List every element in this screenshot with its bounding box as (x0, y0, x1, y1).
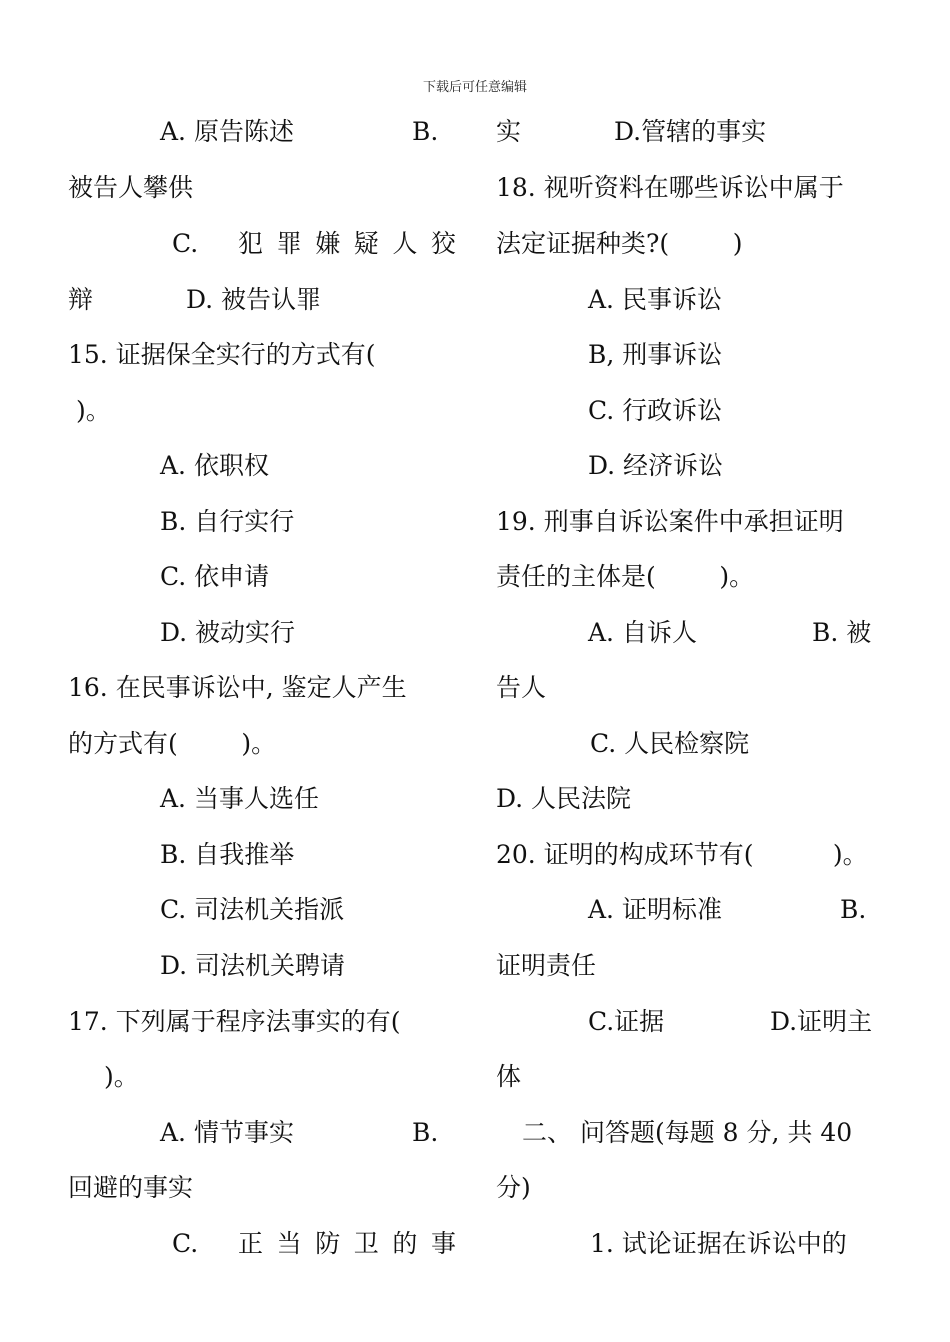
q17-stem-line1: 17. 下列属于程序法事实的有( (68, 1007, 401, 1036)
section2-heading-line2: 分) (496, 1173, 531, 1202)
q17-option-c-char: 正 (238, 1229, 264, 1258)
q19-stem-line2: 责任的主体是( )。 (496, 562, 755, 591)
q16-option-b: B. 自我推举 (160, 840, 295, 869)
q17-option-c-label: C. (172, 1229, 199, 1258)
q19-stem-line1: 19. 刑事自诉讼案件中承担证明 (496, 507, 844, 536)
q17-option-c-char: 的 (392, 1229, 418, 1258)
q17-option-c-char: 事 (430, 1229, 456, 1258)
q16-stem-line2: 的方式有( )。 (68, 729, 277, 758)
q16-option-a: A. 当事人选任 (160, 784, 319, 813)
q17-option-d: D.管辖的事实 (614, 117, 767, 146)
q17-option-c-char: 卫 (353, 1229, 379, 1258)
q18-option-a: A. 民事诉讼 (588, 285, 722, 314)
q18-option-d: D. 经济诉讼 (588, 451, 724, 480)
q14-option-b-label: B. (412, 117, 439, 146)
q15-option-c: C. 依申请 (160, 562, 270, 591)
q17-stem-line2: )。 (104, 1062, 139, 1091)
q14-option-d: D. 被告认罪 (186, 285, 322, 314)
q19-option-c: C. 人民检察院 (590, 729, 750, 758)
q19-option-a: A. 自诉人 (588, 618, 697, 647)
q15-stem-line2: )。 (76, 396, 111, 425)
q17-option-c-char: 当 (276, 1229, 302, 1258)
q20-option-c: C.证据 (588, 1007, 665, 1036)
q15-option-a: A. 依职权 (160, 451, 269, 480)
q18-option-b: B, 刑事诉讼 (588, 340, 723, 369)
qa1-stem: 1. 试论证据在诉讼中的 (590, 1229, 847, 1258)
q20-option-b-end: 证明责任 (496, 951, 597, 980)
q15-option-b: B. 自行实行 (160, 507, 295, 536)
q18-stem-line1: 18. 视听资料在哪些诉讼中属于 (496, 173, 844, 202)
q20-option-a: A. 证明标准 (588, 895, 722, 924)
q17-option-b-label: B. (412, 1118, 439, 1147)
q17-option-a: A. 情节事实 (160, 1118, 294, 1147)
q17-option-c-end: 实 (496, 117, 522, 146)
q16-stem-line1: 16. 在民事诉讼中, 鉴定人产生 (68, 673, 407, 702)
q20-option-d: D.证明主 (770, 1007, 873, 1036)
q19-option-b-end: 告人 (496, 673, 547, 702)
q15-stem-line1: 15. 证据保全实行的方式有( (68, 340, 376, 369)
q14-option-c-char: 罪 (276, 229, 302, 258)
section2-heading-line1: 二、 问答题(每题 8 分, 共 40 (522, 1118, 853, 1147)
q15-option-d: D. 被动实行 (160, 618, 296, 647)
q19-option-d: D. 人民法院 (496, 784, 632, 813)
q18-option-c: C. 行政诉讼 (588, 396, 723, 425)
q16-option-d: D. 司法机关聘请 (160, 951, 346, 980)
q14-option-a: A. 原告陈述 (160, 117, 294, 146)
q17-option-c-char: 防 (315, 1229, 341, 1258)
q20-stem: 20. 证明的构成环节有( )。 (496, 840, 868, 869)
q14-option-b-text: 被告人攀供 (68, 173, 194, 202)
q16-option-c: C. 司法机关指派 (160, 895, 345, 924)
q14-option-c-char: 犯 (238, 229, 264, 258)
q17-option-b-text: 回避的事实 (68, 1173, 194, 1202)
q14-option-c-char: 疑 (353, 229, 379, 258)
q14-option-c-text (238, 228, 456, 260)
q18-stem-line2: 法定证据种类?( ) (496, 229, 743, 258)
q14-option-c-end: 辩 (68, 285, 94, 314)
q20-option-b: B. (840, 895, 867, 924)
q17-option-c-text (238, 1228, 456, 1260)
q14-option-c-char: 狡 (430, 229, 456, 258)
q19-option-b: B. 被 (812, 618, 872, 647)
q14-option-c-char: 人 (392, 229, 418, 258)
q14-option-c-label: C. (172, 229, 199, 258)
q14-option-c-char: 嫌 (315, 229, 341, 258)
page-header: 下载后可任意编辑 (422, 80, 527, 95)
q20-option-d-end: 体 (496, 1062, 522, 1091)
